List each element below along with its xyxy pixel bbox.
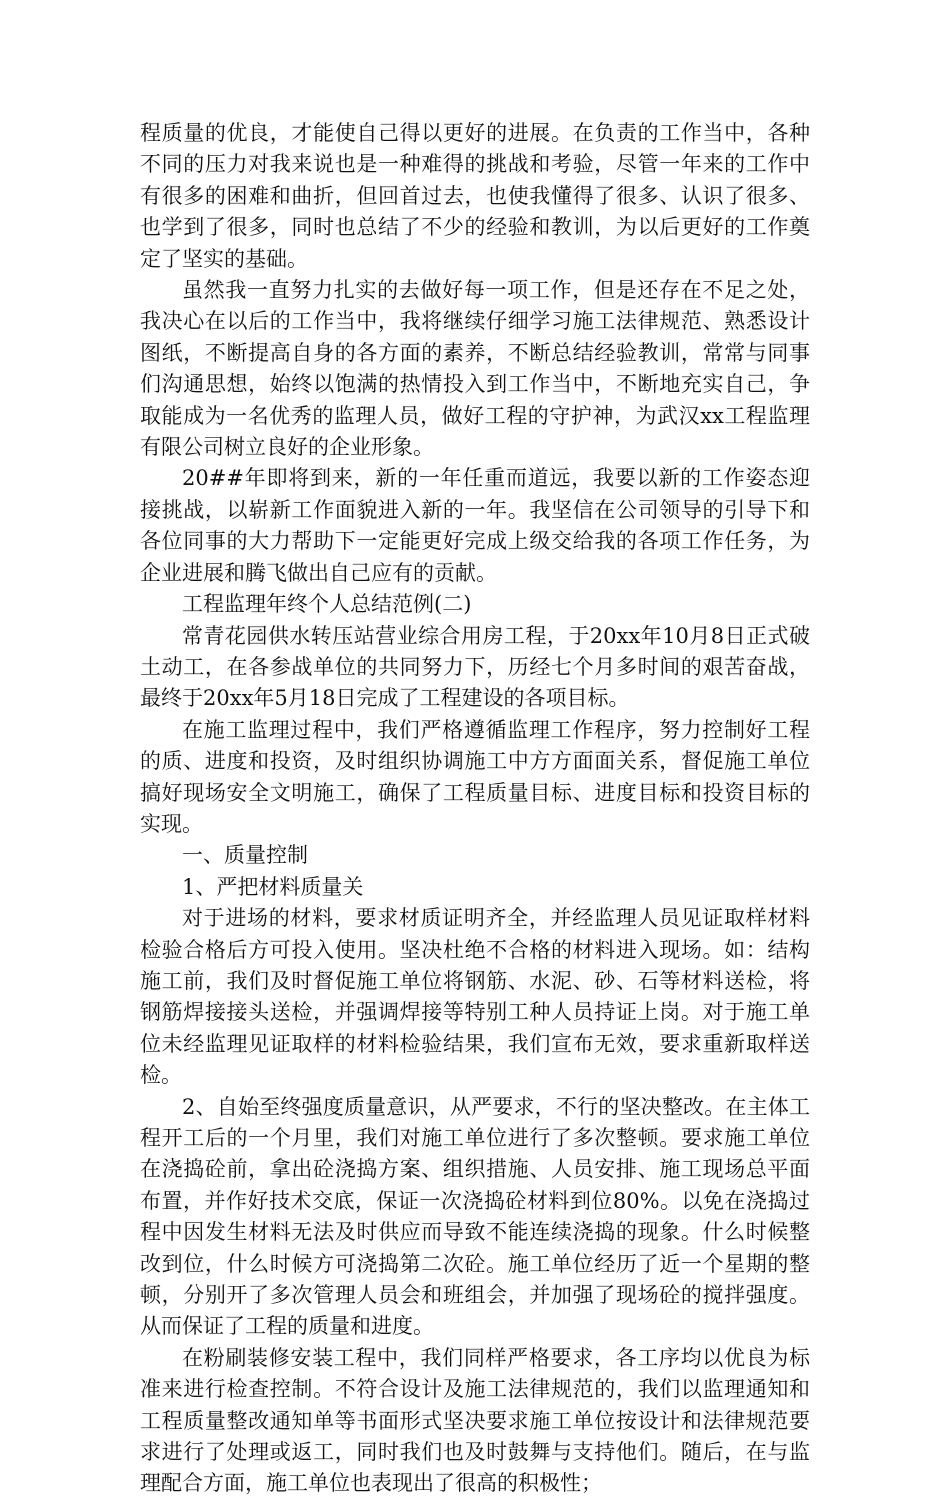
- paragraph-1: 程质量的优良，才能使自己得以更好的进展。在负责的工作当中，各种不同的压力对我来说也是一种难得的挑战和考验，尽管一年来的工作中有很多的困难和曲折，但回首过去，也使我懂得了很多、认识了很多、也学到了很多，同时也总结了不少的经验和教训，为以后更好的工作奠定了坚实的基础。: [140, 121, 810, 271]
- heading-quality-control: 一、质量控制: [182, 843, 308, 868]
- paragraph-7: 2、自始至终强度质量意识，从严要求，不行的坚决整改。在主体工程开工后的一个月里，我们对施工单位进行了多次整顿。要求施工单位在浇捣砼前，拿出砼浇捣方案、组织措施、人员安排、施工现场总平面布置，并作好技术交底，保证一次浇捣砼材料到位80%。以免在浇捣过程中因发生材料无法及时供应而导致不能连续浇捣的现象。什么时候整改到位，什么时候方可浇捣第二次砼。施工单位经历了近一个星期的整顿，分别开了多次管理人员会和班组会，并加强了现场砼的搅拌强度。从而保证了工程的质量和进度。: [140, 1094, 810, 1339]
- paragraph-4: 常青花园供水转压站营业综合用房工程，于20xx年10月8日正式破土动工，在各参战单位的共同努力下，历经七个月多时间的艰苦奋战，最终于20xx年5月18日完成了工程建设的各项目标。: [140, 623, 810, 711]
- paragraph-3: 20##年即将到来，新的一年任重而道远，我要以新的工作姿态迎接挑战，以崭新工作面貌进入新的一年。我坚信在公司领导的引导下和各位同事的大力帮助下一定能更好完成上级交给我的各项工作任务，为企业进展和腾飞做出自己应有的贡献。: [140, 466, 810, 585]
- paragraph-6: 对于进场的材料，要求材质证明齐全，并经监理人员见证取样材料检验合格后方可投入使用。坚决杜绝不合格的材料进入现场。如：结构施工前，我们及时督促施工单位将钢筋、水泥、砂、石等材料送检，将钢筋焊接接头送检，并强调焊接等特别工种人员持证上岗。对于施工单位未经监理见证取样的材料检验结果，我们宣布无效，要求重新取样送检。: [140, 906, 810, 1088]
- document-page: [140, 118, 810, 1500]
- paragraph-5: 在施工监理过程中，我们严格遵循监理工作程序，努力控制好工程的质、进度和投资，及时组织协调施工中方方面面关系，督促施工单位搞好现场安全文明施工，确保了工程质量目标、进度目标和投资目标的实现。: [140, 717, 810, 836]
- paragraph-8: 在粉刷装修安装工程中，我们同样严格要求，各工序均以优良为标准来进行检查控制。不符合设计及施工法律规范的，我们以监理通知和工程质量整改通知单等书面形式坚决要求施工单位按设计和法律规范要求进行了处理或返工，同时我们也及时鼓舞与支持他们。随后，在与监理配合方面，施工单位也表现出了很高的积极性；: [140, 1345, 810, 1496]
- heading-material-quality: 1、严把材料质量关: [182, 874, 364, 899]
- paragraph-2: 虽然我一直努力扎实的去做好每一项工作，但是还存在不足之处，我决心在以后的工作当中，我将继续仔细学习施工法律规范、熟悉设计图纸，不断提高自身的各方面的素养，不断总结经验教训，常常与同事们沟通思想，始终以饱满的热情投入到工作当中，不断地充实自己，争取能成为一名优秀的监理人员，做好工程的守护神，为武汉xx工程监理有限公司树立良好的企业形象。: [140, 278, 810, 460]
- section-title: 工程监理年终个人总结范例(二): [182, 592, 472, 617]
